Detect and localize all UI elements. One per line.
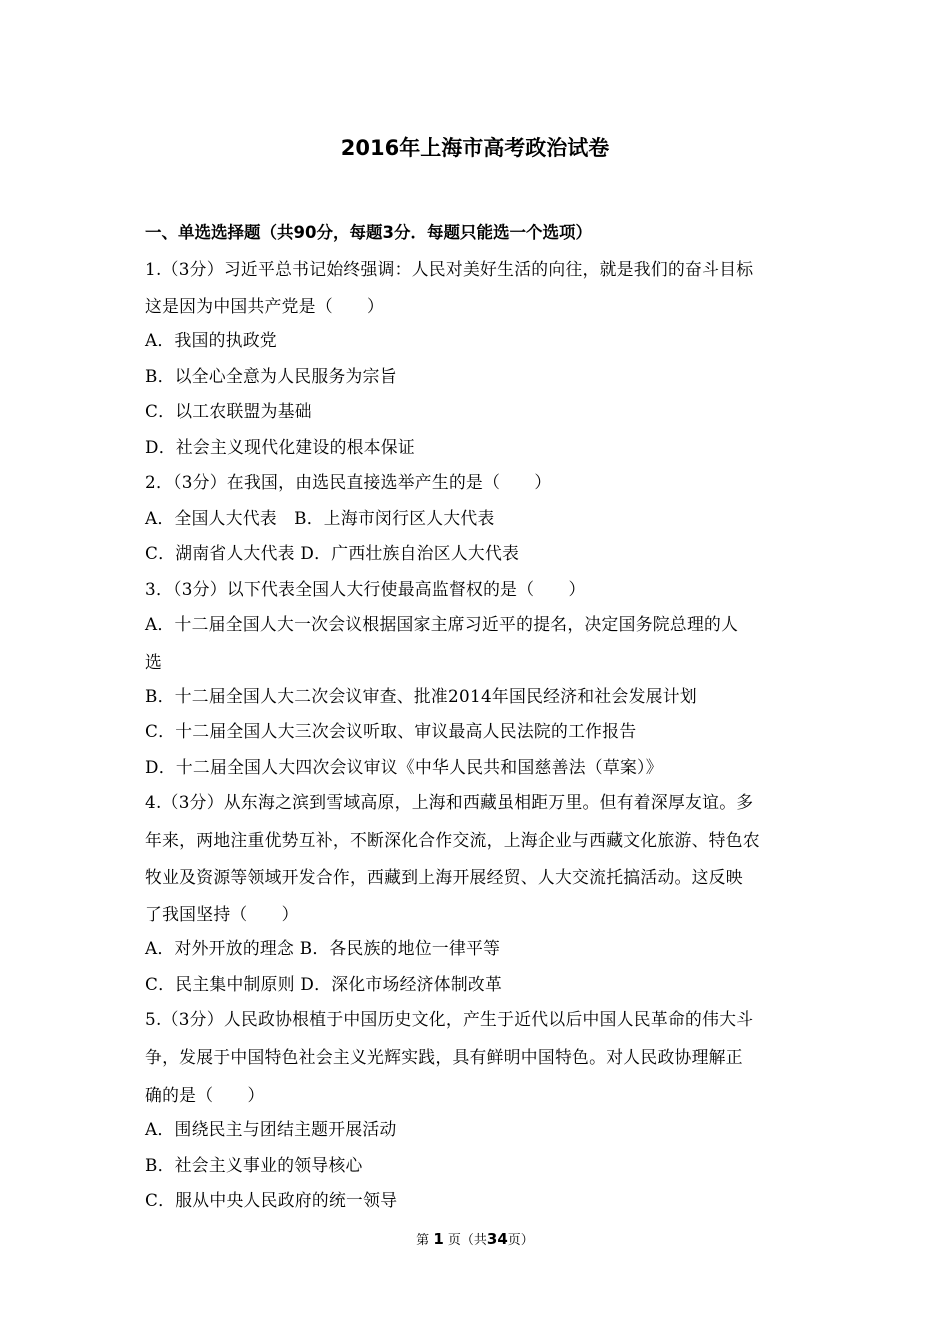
text-line: A．十二届全国人大一次会议根据国家主席习近平的提名，决定国务院总理的人 — [145, 614, 739, 634]
text-line: 5.（3分）人民政协根植于中国历史文化，产生于近代以后中国人民革命的伟大斗 — [145, 1009, 754, 1029]
text-line: 4.（3分）从东海之滨到雪域高原，上海和西藏虽相距万里。但有着深厚友谊。多 — [145, 792, 754, 812]
text-line: C．湖南省人大代表 D．广西壮族自治区人大代表 — [145, 543, 520, 563]
text-line: D．社会主义现代化建设的根本保证 — [145, 437, 415, 457]
footer-total-pages: 34 — [486, 1230, 508, 1248]
footer-suffix: 页） — [507, 1233, 534, 1248]
footer-middle: 页（共 — [447, 1233, 487, 1248]
text-line: 了我国坚持（ ） — [145, 904, 299, 924]
section-heading: 一、单选选择题（共90分，每题3分．每题只能选一个选项） — [145, 223, 592, 242]
text-line: C．以工农联盟为基础 — [145, 401, 312, 421]
text-line: 争，发展于中国特色社会主义光辉实践，具有鲜明中国特色。对人民政协理解正 — [145, 1047, 743, 1067]
footer-page-number: 1 — [433, 1230, 444, 1248]
page-title: 2016年上海市高考政治试卷 — [340, 136, 610, 160]
text-line: A．对外开放的理念 B．各民族的地位一律平等 — [145, 938, 501, 958]
text-line: 牧业及资源等领域开发合作，西藏到上海开展经贸、人大交流托搞活动。这反映 — [145, 867, 743, 887]
footer-prefix: 第 — [416, 1233, 430, 1248]
text-line: C．服从中央人民政府的统一领导 — [145, 1190, 398, 1210]
text-line: 年来，两地注重优势互补，不断深化合作交流，上海企业与西藏文化旅游、特色农 — [145, 830, 760, 850]
text-line: A．全国人大代表 B．上海市闵行区人大代表 — [145, 508, 495, 528]
text-line: 1.（3分）习近平总书记始终强调：人民对美好生活的向往，就是我们的奋斗目标 — [145, 259, 754, 279]
text-line: 3．（3分）以下代表全国人大行使最高监督权的是（ ） — [145, 579, 586, 599]
text-line: D．十二届全国人大四次会议审议《中华人民共和国慈善法（草案）》 — [145, 757, 663, 777]
text-line: 这是因为中国共产党是（ ） — [145, 296, 385, 316]
text-line: C．十二届全国人大三次会议听取、审议最高人民法院的工作报告 — [145, 721, 637, 741]
text-line: A．围绕民主与团结主题开展活动 — [145, 1119, 397, 1139]
text-line: 确的是（ ） — [145, 1085, 265, 1105]
text-line: A．我国的执政党 — [145, 330, 277, 350]
text-line: B．以全心全意为人民服务为宗旨 — [145, 366, 397, 386]
page-footer — [0, 1227, 950, 1253]
text-line: B．十二届全国人大二次会议审查、批准2014年国民经济和社会发展计划 — [145, 686, 697, 706]
text-line: 选 — [145, 652, 163, 672]
text-line: C．民主集中制原则 D．深化市场经济体制改革 — [145, 974, 503, 994]
text-line: 2．（3分）在我国，由选民直接选举产生的是（ ） — [145, 472, 552, 492]
text-line: B．社会主义事业的领导核心 — [145, 1155, 363, 1175]
